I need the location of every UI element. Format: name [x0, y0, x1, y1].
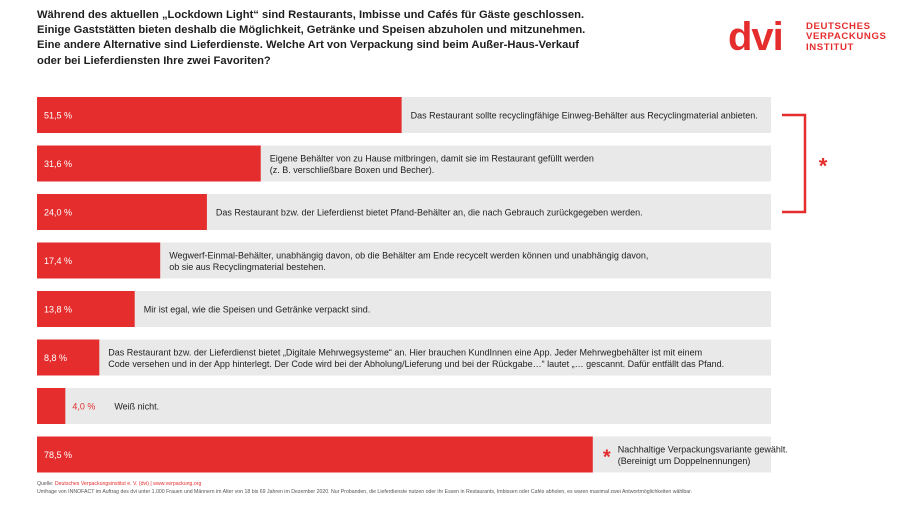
value-label: 51,5 % — [44, 110, 73, 121]
bar-row — [37, 243, 771, 279]
value-label: 17,4 % — [44, 256, 73, 266]
logo-text-line: DEUTSCHES — [806, 21, 871, 32]
bar-row — [37, 291, 771, 327]
value-label: 13,8 % — [44, 304, 73, 315]
method-note: Umfrage von INNOFACT im Auftrag des dvi unter 1.000 Frauen und Männern im Alter von 18 bis 69 Jahren im Dezember 2020. Nur Probanden, die Lieferdienste nutzen oder ihr Essen in Restaurants, Imbissen oder Cafés abholen, es waren maximal zwei Antwortmöglichkeiten wählbar. — [37, 489, 693, 495]
bar — [37, 437, 593, 473]
question-line: Eine andere Alternative sind Lieferdienste. Welche Art von Verpackung sind beim Außer-Haus-Verkauf — [37, 39, 579, 52]
footer — [37, 480, 897, 496]
source-line — [37, 480, 897, 488]
category-label: Das Restaurant bzw. der Lieferdienst bietet „Digitale Mehrwegsysteme“ an. Hier brauchen KundInnen eine App. Jeder Mehrwegbehälter ist mit einem — [108, 347, 703, 358]
value-label: 4,0 % — [72, 401, 96, 412]
bar-row — [37, 97, 771, 133]
category-label: Nachhaltige Verpackungsvariante gewählt. — [617, 444, 788, 455]
category-label: Das Restaurant bzw. der Lieferdienst bietet Pfand-Behälter an, die nach Gebrauch zurückgegeben werden. — [215, 207, 643, 218]
question-line: Einige Gaststätten bieten deshalb die Möglichkeit, Getränke und Speisen abzuholen und mitzunehmen. — [37, 24, 586, 37]
bar-track — [37, 340, 771, 376]
bar-row — [37, 388, 771, 424]
category-label: Code versehen und in der App hinterlegt. Der Code wird bei der Abholung/Lieferung und bei der Rückgabe…“ lautet „… gescannt. Dafür entfällt das Pfand. — [108, 358, 725, 369]
summary-asterisk: * — [602, 446, 611, 469]
bracket-asterisk: * — [818, 153, 828, 179]
category-label: Eigene Behälter von zu Hause mitbringen, damit sie im Restaurant gefüllt werden — [269, 153, 594, 164]
category-label: (z. B. verschließbare Boxen und Becher). — [269, 164, 435, 175]
value-label: 8,8 % — [44, 353, 68, 363]
value-label: 24,0 % — [44, 207, 73, 218]
category-label: Wegwerf-Einmal-Behälter, unabhängig davon, ob die Behälter am Ende recycelt werden können und unabhängig davon, — [169, 250, 649, 261]
bar — [37, 97, 402, 133]
source-name: Deutsches Verpackungsinstitut e. V. (dvi) | www.verpackung.org — [54, 481, 202, 487]
value-label: 31,6 % — [44, 159, 73, 169]
question-line: oder bei Lieferdiensten Ihre zwei Favoriten? — [37, 54, 271, 67]
value-label: 78,5 % — [44, 450, 73, 460]
category-label: (Bereinigt um Doppelnennungen) — [617, 455, 751, 466]
category-label: Das Restaurant sollte recyclingfähige Einweg-Behälter aus Recyclingmaterial anbieten. — [410, 110, 758, 121]
bar-row — [37, 146, 771, 182]
category-label: Weiß nicht. — [114, 401, 160, 412]
logo-mark: dvi — [728, 15, 783, 59]
bar — [37, 388, 65, 424]
category-label: Mir ist egal, wie die Speisen und Getränke verpackt sind. — [143, 304, 371, 315]
bar-row — [37, 340, 771, 376]
source-prefix: Quelle: — [37, 481, 55, 487]
bracket — [782, 115, 805, 212]
bar-row — [37, 437, 788, 473]
question-line: Während des aktuellen „Lockdown Light“ sind Restaurants, Imbisse und Cafés für Gäste geschlossen. — [37, 9, 585, 21]
bar-row — [37, 194, 771, 230]
logo-text-line: VERPACKUNGS — [806, 31, 887, 43]
logo-text-line: INSTITUT — [806, 41, 854, 53]
category-label: ob sie aus Recyclingmaterial bestehen. — [169, 261, 326, 272]
